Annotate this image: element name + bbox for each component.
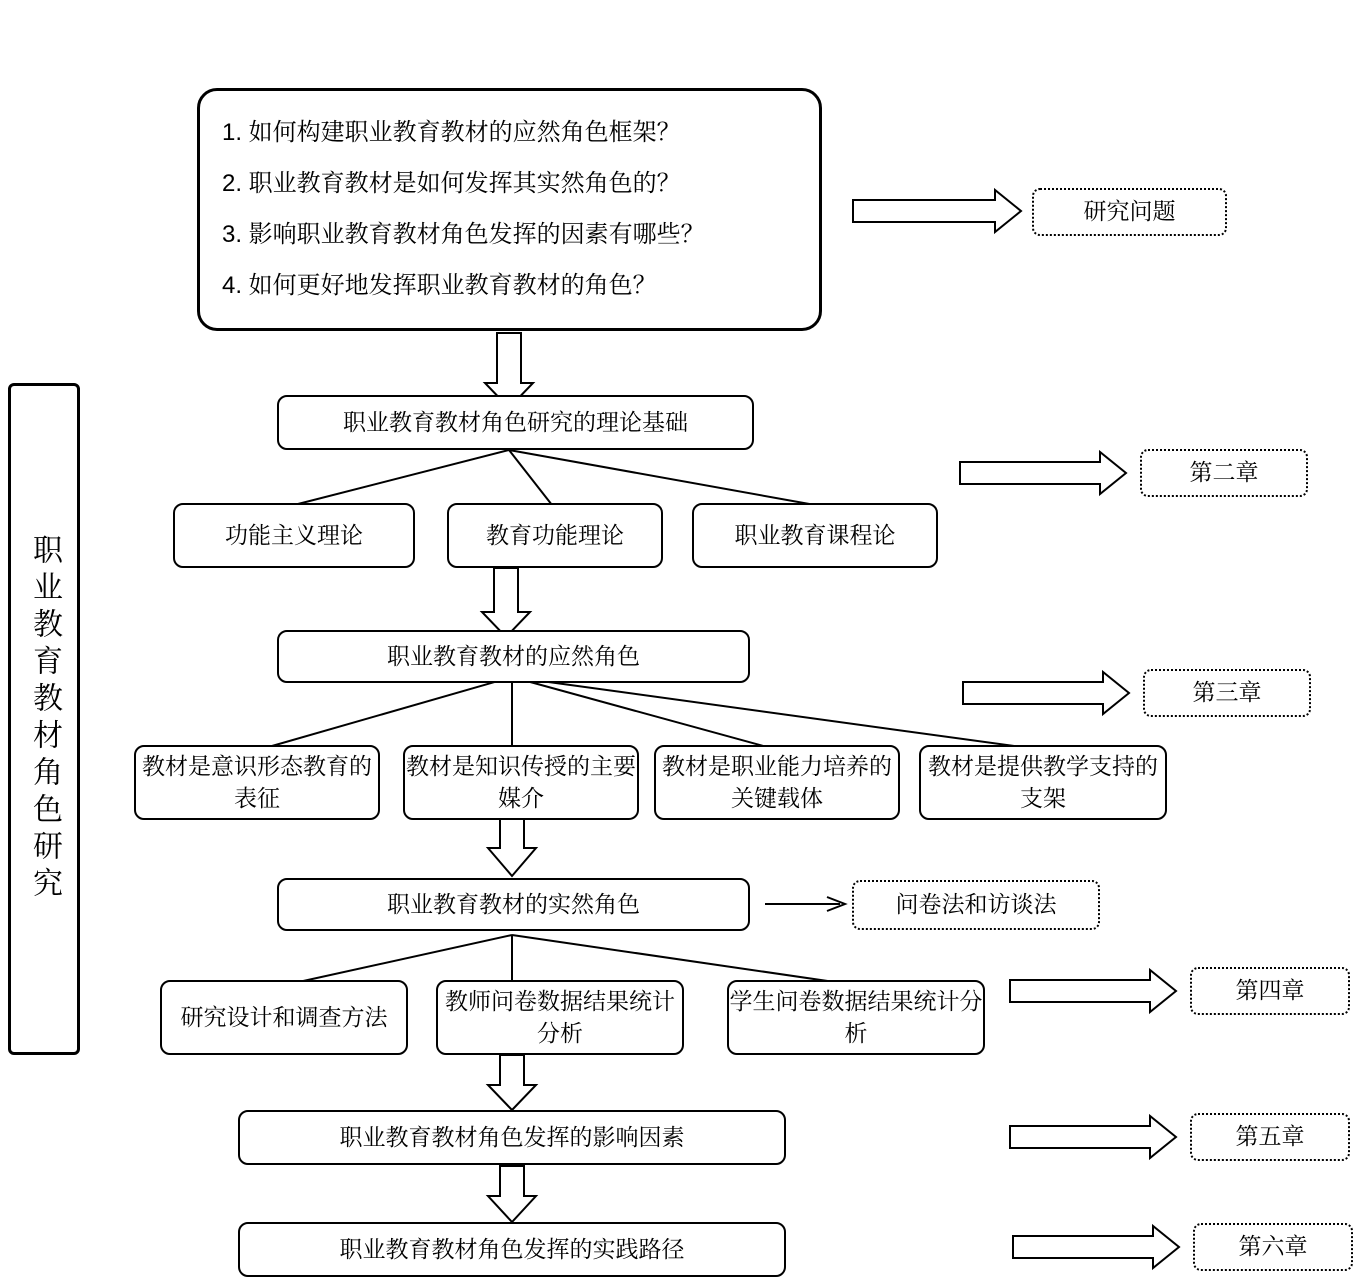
- node-influence-factors: 职业教育教材角色发挥的影响因素: [238, 1110, 786, 1165]
- node-actual-child-3: 学生问卷数据结果统计分析: [727, 980, 985, 1055]
- label-chapter-5: 第五章: [1190, 1113, 1350, 1161]
- question-item: 1. 如何构建职业教育教材的应然角色框架？: [222, 118, 681, 146]
- label-chapter-6: 第六章: [1193, 1223, 1353, 1271]
- vertical-title-text: 职业教育教材角色研究: [28, 534, 61, 904]
- vertical-title: [8, 383, 80, 1055]
- node-theory-child-2: 教育功能理论: [447, 503, 663, 568]
- label-chapter-3: 第三章: [1143, 669, 1311, 717]
- node-actual-role: 职业教育教材的实然角色: [277, 878, 750, 931]
- node-practice-path: 职业教育教材角色发挥的实践路径: [238, 1222, 786, 1277]
- label-chapter-4: 第四章: [1190, 967, 1350, 1015]
- label-chapter-2: 第二章: [1140, 449, 1308, 497]
- node-ought-child-4: 教材是提供教学支持的支架: [919, 745, 1167, 820]
- label-method: 问卷法和访谈法: [852, 880, 1100, 930]
- node-ought-role: 职业教育教材的应然角色: [277, 630, 750, 683]
- question-item: 3. 影响职业教育教材角色发挥的因素有哪些？: [222, 221, 705, 249]
- node-actual-child-2: 教师问卷数据结果统计分析: [436, 980, 684, 1055]
- node-ought-child-3: 教材是职业能力培养的关键载体: [654, 745, 900, 820]
- node-theory-child-1: 功能主义理论: [173, 503, 415, 568]
- question-item: 2. 职业教育教材是如何发挥其实然角色的？: [222, 169, 681, 197]
- node-actual-child-1: 研究设计和调查方法: [160, 980, 408, 1055]
- question-item: 4. 如何更好地发挥职业教育教材的角色？: [222, 272, 657, 300]
- research-questions-box: [197, 88, 822, 331]
- node-ought-child-1: 教材是意识形态教育的表征: [134, 745, 380, 820]
- node-ought-child-2: 教材是知识传授的主要媒介: [403, 745, 639, 820]
- label-research-question: 研究问题: [1032, 188, 1227, 236]
- node-theory-child-3: 职业教育课程论: [692, 503, 938, 568]
- node-theory-base: 职业教育教材角色研究的理论基础: [277, 395, 754, 450]
